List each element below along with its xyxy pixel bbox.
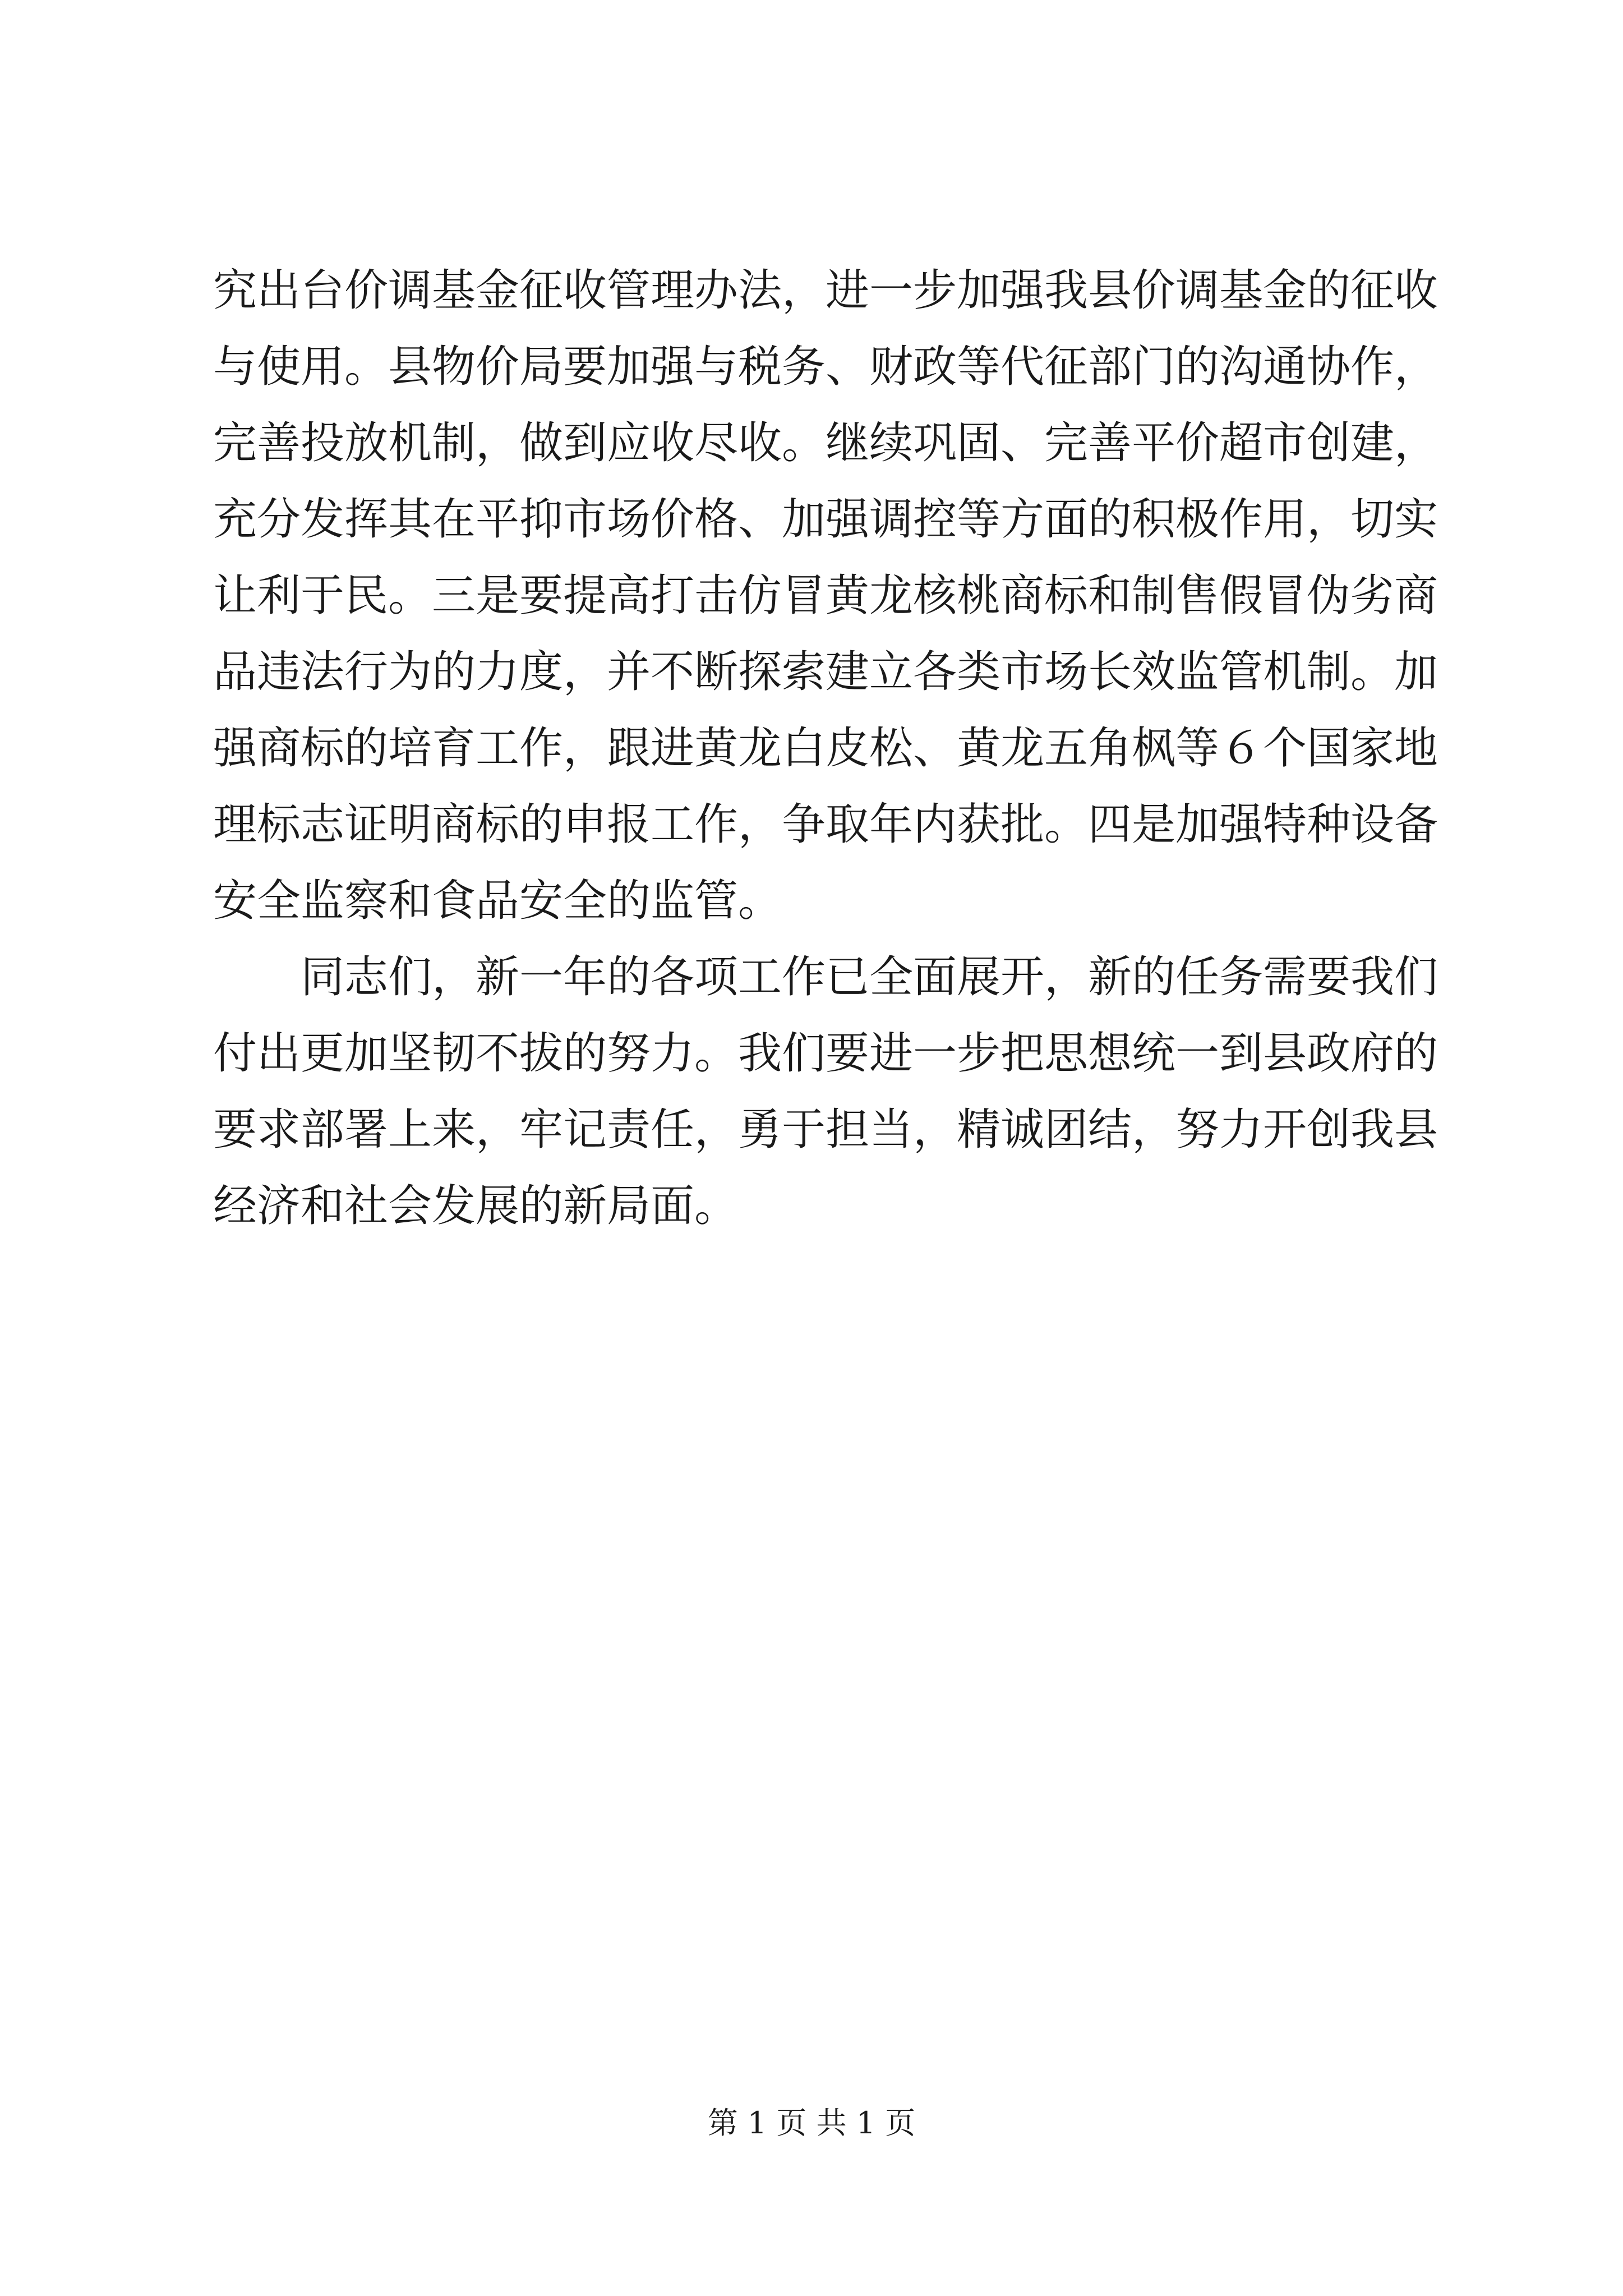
text-line: 付出更加坚韧不拔的努力。我们要进一步把思想统一到县政府的 (213, 1028, 1438, 1079)
page-footer: 第 1 页 共 1 页 (707, 2105, 916, 2141)
text-line: 让利于民。三是要提高打击仿冒黄龙核桃商标和制售假冒伪劣商 (213, 570, 1438, 621)
paragraph-2 (213, 939, 1438, 1244)
text-line: 品违法行为的力度，并不断探索建立各类市场长效监管机制。加 (213, 647, 1438, 697)
text-line: 理标志证明商标的申报工作，争取年内获批。四是加强特种设备 (213, 799, 1438, 850)
paragraph-1 (213, 252, 1438, 939)
text-line: 安全监察和食品安全的监管。 (213, 876, 782, 926)
text-line: 完善投放机制，做到应收尽收。继续巩固、完善平价超市创建， (213, 418, 1438, 468)
text-line: 经济和社会发展的新局面。 (213, 1181, 739, 1231)
text-line: 究出台价调基金征收管理办法，进一步加强我县价调基金的征收 (213, 265, 1438, 316)
text-line: 充分发挥其在平抑市场价格、加强调控等方面的积极作用，切实 (213, 494, 1438, 545)
body-text (213, 252, 1438, 1244)
text-line: 要求部署上来，牢记责任，勇于担当，精诚团结，努力开创我县 (213, 1105, 1438, 1155)
text-line: 同志们，新一年的各项工作已全面展开，新的任务需要我们 (213, 952, 1438, 1002)
text-line: 强商标的培育工作，跟进黄龙白皮松、黄龙五角枫等６个国家地 (213, 723, 1438, 774)
text-line: 与使用。县物价局要加强与税务、财政等代征部门的沟通协作， (213, 342, 1438, 392)
